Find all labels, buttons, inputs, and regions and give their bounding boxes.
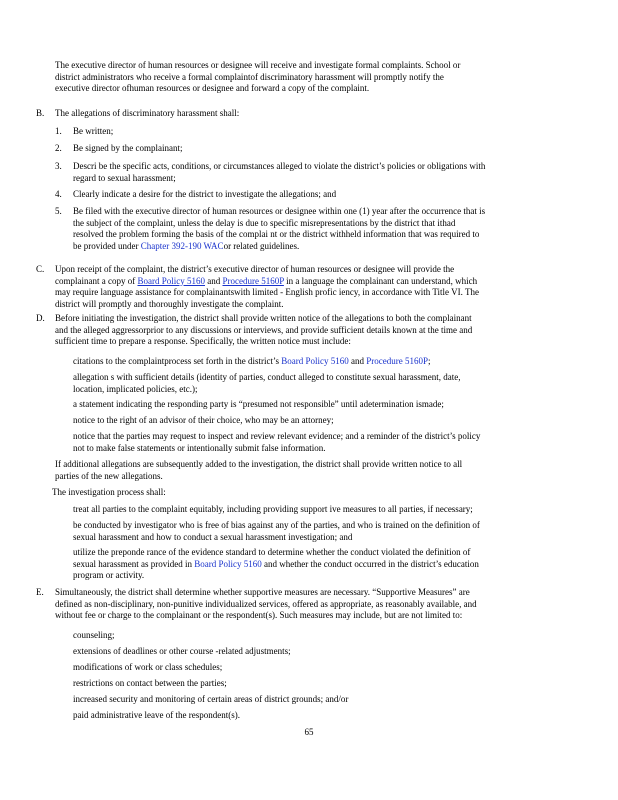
section-d-paragraph: Before initiating the investigation, the district shall provide written notice of the allegations to both the complainant and the alleged aggressorprior to any discussions or interviews, and provide sufficient details known at the time and sufficient time to prepare a response. Specifically, the written notice must include: (55, 313, 473, 347)
item-number: 4. (55, 189, 62, 199)
item-number: 1. (55, 126, 62, 136)
procedure-link[interactable]: Procedure 5160P (222, 275, 284, 286)
item-number: 3. (55, 161, 62, 171)
list-item: modifications of work or class schedules; (73, 662, 223, 672)
item-number: 5. (55, 206, 62, 216)
list-item: extensions of deadlines or other course -related adjustments; (73, 646, 291, 656)
list-item: Be signed by the complainant; (73, 143, 183, 153)
section-e-paragraph: Simultaneously, the district shall determine whether supportive measures are necessary. “Supportive Measures” are defined as non-disciplinary, non-punitive individualized services, offered as appropriate, as reasonably available, and without fee or charge to the complainant or the respondent(s). Such measures may include, but are not limited to: (55, 587, 477, 621)
list-item: a statement indicating the responding party is “presumed not responsible” until adetermination ismade; (73, 399, 444, 409)
intro-paragraph (55, 60, 547, 95)
board-policy-link[interactable]: Board Policy 5160 (137, 275, 205, 286)
list-item: paid administrative leave of the respondent(s). (73, 710, 240, 720)
section-c-paragraph: Upon receipt of the complaint, the district’s executive director of human resources or designee will provide the complainant a copy of Board Policy 5160 and Procedure 5160P in a language the complainant can understand, which may require language assistance for complainantswith limited - English profic iency, in accordance with Title VI. The district will promptly and thoroughly investigate the complaint. (55, 264, 479, 309)
additional-allegations-paragraph: If additional allegations are subsequently added to the investigation, the district shall provide written notice to all parties of the new allegations. (55, 459, 463, 481)
wac-chapter-link[interactable]: Chapter 392-190 WAC (140, 240, 224, 251)
list-item: utilize the preponde rance of the evidence standard to determine whether the conduct violated the definition of sexual harassment as provided in Board Policy 5160 and whether the conduct occurred in the district’s education program or activity. (73, 547, 479, 581)
list-item: notice that the parties may request to inspect and review relevant evidence; and a reminder of the district’s policy not to make false statements or intentionally submit false information. (73, 431, 481, 453)
text-line: The executive director of human resources or designee will receive and investigate formal complaints. School or (55, 60, 461, 70)
board-policy-link[interactable]: Board Policy 5160 (281, 356, 349, 366)
list-item: increased security and monitoring of certain areas of district grounds; and/or (73, 694, 349, 704)
list-item: Clearly indicate a desire for the district to investigate the allegations; and (73, 189, 337, 199)
section-d-label: D. (36, 313, 45, 323)
section-b-heading: The allegations of discriminatory harassment shall: (55, 108, 240, 118)
section-b-label: B. (36, 108, 45, 118)
section-c-label: C. (36, 264, 45, 274)
section-e-label: E. (36, 587, 44, 597)
board-policy-link[interactable]: Board Policy 5160 (194, 558, 262, 569)
list-item: counseling; (73, 630, 115, 640)
list-item: treat all parties to the complaint equitably, including providing support ive measures to all parties, if necessary; (73, 504, 473, 514)
text-line: executive director ofhuman resources or designee and forward a copy of the complaint. (55, 83, 370, 94)
list-item: restrictions on contact between the parties; (73, 678, 227, 688)
list-item: citations to the complaintprocess set forth in the district’s Board Policy 5160 and Procedure 5160P; (73, 356, 431, 366)
investigation-heading: The investigation process shall: (52, 487, 166, 497)
text-line: district administrators who receive a formal complaintof discriminatory harassment will promptly notify the (55, 71, 444, 82)
procedure-link[interactable]: Procedure 5160P (366, 356, 428, 366)
list-item: Descri be the specific acts, conditions, or circumstances alleged to violate the district’s policies or obligations with regard to sexual harassment; (73, 161, 486, 183)
list-item: notice to the right of an advisor of their choice, who may be an attorney; (73, 415, 334, 425)
page-number: 65 (304, 727, 314, 737)
list-item: Be filed with the executive director of human resources or designee within one (1) year after the occurrence that is the subject of the complaint, unless the delay is due to specific misrepresentations by the district that ithad resolved the problem forming the basis of the complai nt or the district withheld information that was required to be provided under Chapter 392-190 WACor related guidelines. (73, 206, 486, 251)
list-item: Be written; (73, 126, 114, 136)
list-item: allegation s with sufficient details (identity of parties, conduct alleged to constitute sexual harassment, date, location, implicated policies, etc.); (73, 372, 461, 394)
item-number: 2. (55, 143, 62, 153)
list-item: be conducted by investigator who is free of bias against any of the parties, and who is trained on the definition of sexual harassment and how to conduct a sexual harassment investigation; and (73, 520, 480, 542)
